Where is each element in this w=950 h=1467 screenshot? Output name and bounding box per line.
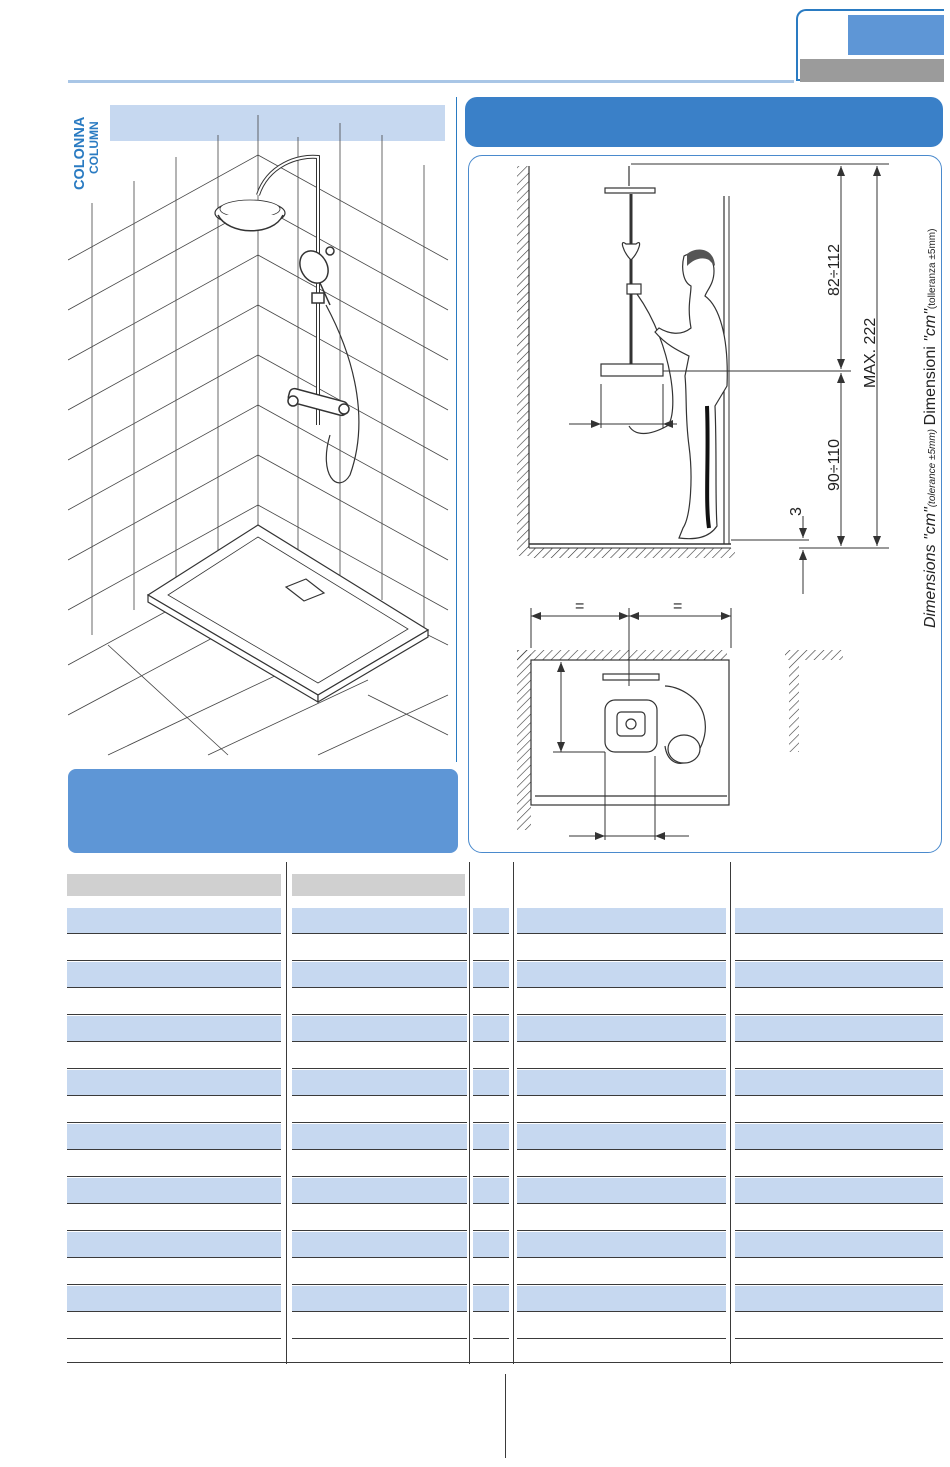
table-cell — [735, 1313, 943, 1339]
table-row — [67, 1043, 943, 1069]
col-sep-1 — [286, 862, 287, 1364]
table-cell — [517, 1259, 726, 1285]
caption-it-prefix: Dimensioni — [922, 341, 939, 426]
caption-it-tol: (tolleranza ±5mm) — [927, 228, 938, 310]
table-cell — [67, 1232, 281, 1258]
dimension-drawing — [469, 156, 941, 852]
table-cell — [292, 1232, 467, 1258]
table-cell — [735, 1178, 943, 1204]
table-row — [67, 1151, 943, 1177]
table-cell — [735, 989, 943, 1015]
table-bottom-rule — [67, 1362, 943, 1363]
table-row — [67, 1070, 943, 1096]
table-cell — [735, 1043, 943, 1069]
table-cell — [473, 1097, 509, 1123]
table-cell — [473, 1232, 509, 1258]
table-cell — [517, 962, 726, 988]
table-cell — [292, 1178, 467, 1204]
table-cell — [517, 1151, 726, 1177]
table-cell — [292, 989, 467, 1015]
table-cell — [735, 1016, 943, 1042]
caption-it-unit: "cm" — [922, 309, 939, 342]
table-cell — [473, 908, 509, 934]
header-rule — [68, 80, 794, 83]
left-divider — [456, 97, 457, 762]
shower-illustration — [68, 105, 454, 760]
dim-equal-right: = — [673, 598, 683, 615]
table-cell — [735, 1205, 943, 1231]
table-cell — [473, 1286, 509, 1312]
table-head-1 — [67, 874, 281, 896]
table-cell — [67, 1043, 281, 1069]
footer-divider — [505, 1374, 506, 1458]
table-cell — [517, 1205, 726, 1231]
table-cell — [735, 1286, 943, 1312]
caption-en-tol: (tolerance ±5mm) — [927, 428, 938, 508]
table-cell — [473, 1178, 509, 1204]
table-row — [67, 1313, 943, 1339]
table-row — [67, 935, 943, 961]
table-cell — [67, 935, 281, 961]
table-cell — [292, 1097, 467, 1123]
table-cell — [67, 908, 281, 934]
shower-column — [215, 157, 359, 483]
table-cell — [292, 962, 467, 988]
table-cell — [473, 1151, 509, 1177]
dim-lower: 90÷110 — [826, 438, 843, 491]
table-cell — [735, 1232, 943, 1258]
dims-caption — [922, 229, 939, 628]
header-tab-blue — [848, 15, 944, 55]
table-cell — [735, 1097, 943, 1123]
table-cell — [292, 1151, 467, 1177]
shower-tray — [148, 525, 428, 702]
table-cell — [473, 962, 509, 988]
table-cell — [473, 935, 509, 961]
dim-floor: 3 — [788, 507, 805, 516]
table-cell — [517, 1178, 726, 1204]
table-cell — [292, 1286, 467, 1312]
table-cell — [473, 1043, 509, 1069]
table-cell — [517, 1097, 726, 1123]
table-cell — [517, 989, 726, 1015]
table-cell — [292, 908, 467, 934]
table-cell — [735, 935, 943, 961]
table-row — [67, 1232, 943, 1258]
table-cell — [292, 1205, 467, 1231]
elevation-view — [517, 164, 889, 594]
table-cell — [292, 1016, 467, 1042]
table-cell — [517, 1043, 726, 1069]
col-sep-3 — [513, 862, 514, 1364]
col-sep-4 — [730, 862, 731, 1364]
table-cell — [517, 1286, 726, 1312]
table-cell — [292, 1259, 467, 1285]
table-cell — [292, 935, 467, 961]
table-cell — [67, 1313, 281, 1339]
table-cell — [735, 1259, 943, 1285]
table-cell — [67, 1205, 281, 1231]
table-cell — [67, 1178, 281, 1204]
table-cell — [473, 1313, 509, 1339]
table-row — [67, 1259, 943, 1285]
caption-en-unit: "cm" — [922, 507, 939, 540]
table-cell — [473, 1259, 509, 1285]
table-cell — [67, 962, 281, 988]
table-row — [67, 1097, 943, 1123]
left-info-panel — [68, 769, 458, 853]
table-cell — [67, 1124, 281, 1150]
table-cell — [473, 1016, 509, 1042]
side-label-en: COLUMN — [87, 121, 101, 174]
plan-view — [517, 608, 843, 840]
table-cell — [735, 1070, 943, 1096]
caption-en-prefix: Dimensions — [922, 539, 939, 628]
table-cell — [473, 1205, 509, 1231]
table-cell — [517, 908, 726, 934]
table-cell — [517, 1313, 726, 1339]
dim-upper: 82÷112 — [826, 243, 843, 296]
table-cell — [292, 1124, 467, 1150]
table-row — [67, 1286, 943, 1312]
col-sep-2 — [469, 862, 470, 1364]
parts-table — [67, 862, 943, 1364]
table-cell — [735, 1151, 943, 1177]
dim-equal-left: = — [575, 598, 585, 615]
table-cell — [67, 1070, 281, 1096]
table-head-2 — [292, 874, 465, 896]
table-cell — [67, 1259, 281, 1285]
table-row — [67, 1124, 943, 1150]
table-cell — [735, 1124, 943, 1150]
table-cell — [735, 908, 943, 934]
table-row — [67, 1178, 943, 1204]
header-tab-gray — [800, 59, 944, 82]
table-row — [67, 908, 943, 934]
table-cell — [473, 989, 509, 1015]
table-cell — [67, 1286, 281, 1312]
table-cell — [735, 962, 943, 988]
person-figure — [655, 252, 727, 538]
table-cell — [517, 935, 726, 961]
right-title-bar — [465, 97, 943, 147]
table-cell — [473, 1124, 509, 1150]
table-cell — [292, 1070, 467, 1096]
dim-max: MAX. 222 — [862, 317, 879, 388]
table-cell — [292, 1313, 467, 1339]
table-cell — [67, 1097, 281, 1123]
table-cell — [473, 1070, 509, 1096]
table-cell — [517, 1124, 726, 1150]
table-row — [67, 1016, 943, 1042]
table-cell — [67, 1151, 281, 1177]
table-cell — [517, 1232, 726, 1258]
side-label-it: COLONNA — [72, 116, 88, 190]
table-cell — [517, 1070, 726, 1096]
table-row — [67, 962, 943, 988]
table-cell — [67, 989, 281, 1015]
table-cell — [67, 1016, 281, 1042]
table-row — [67, 1205, 943, 1231]
table-cell — [517, 1016, 726, 1042]
table-cell — [292, 1043, 467, 1069]
table-row — [67, 989, 943, 1015]
